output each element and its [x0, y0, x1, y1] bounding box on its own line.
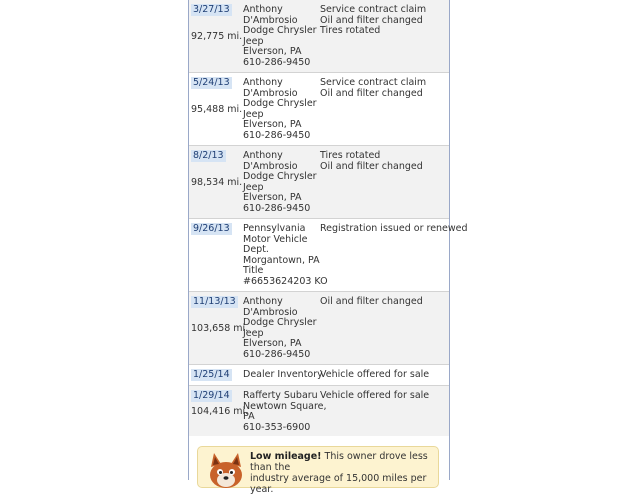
history-date: 5/24/13: [193, 77, 230, 88]
history-comment-line: Vehicle offered for sale: [320, 369, 430, 380]
history-source-line: Elverson, PA: [243, 192, 302, 203]
low-mileage-callout: [197, 446, 439, 495]
history-rows: [189, 0, 468, 459]
history-source-line: Anthony: [243, 4, 283, 15]
history-row: [189, 146, 449, 219]
history-source-line: D'Ambrosio: [243, 14, 298, 26]
history-comments: [320, 391, 448, 402]
history-source-line: Anthony: [243, 296, 283, 307]
history-row: [189, 73, 449, 146]
history-mileage: 104,416 mi.: [191, 406, 249, 417]
history-comments: [320, 5, 448, 37]
history-source-line: Newtown Square,: [243, 400, 327, 412]
history-comment-line: Service contract claim: [320, 4, 427, 15]
history-comment-line: Tires rotated: [320, 25, 381, 36]
history-comments: [320, 370, 448, 381]
callout-area: [189, 436, 449, 495]
history-source: [243, 297, 317, 360]
history-source-line: 610-286-9450: [243, 348, 311, 360]
history-source-line: Rafferty Subaru: [243, 390, 318, 401]
history-mileage: 92,775 mi.: [191, 31, 243, 42]
history-comments: [320, 78, 448, 99]
history-comments: [320, 223, 468, 235]
history-source-line: Dealer Inventory: [243, 369, 323, 380]
history-source-line: Dodge Chrysler: [243, 171, 317, 182]
history-source-line: Jeep: [243, 35, 264, 47]
history-source-line: Dept.: [243, 244, 269, 255]
history-source-line: Dodge Chrysler: [243, 25, 317, 36]
callout-title: Low mileage!: [250, 451, 322, 462]
history-source-line: D'Ambrosio: [243, 160, 298, 172]
history-source-line: Morgantown, PA: [243, 254, 320, 266]
history-row: [189, 365, 449, 386]
history-comment-line: Registration issued or renewed: [320, 223, 468, 234]
history-source: [243, 151, 317, 214]
history-comments: [320, 297, 448, 308]
vehicle-history-panel: [188, 0, 468, 495]
callout-body-second: industry average of 15,000 miles per year.: [250, 473, 427, 495]
callout-text: [250, 451, 438, 495]
history-source-line: Motor Vehicle: [243, 233, 308, 245]
history-mileage: 103,658 mi.: [191, 323, 249, 334]
history-source-line: 610-286-9450: [243, 129, 311, 141]
history-source-line: Pennsylvania: [243, 223, 306, 234]
history-row: [189, 0, 449, 73]
history-source-line: Elverson, PA: [243, 119, 302, 130]
history-source-line: D'Ambrosio: [243, 306, 298, 318]
history-comment-line: Vehicle offered for sale: [320, 390, 430, 401]
history-mileage: 98,534 mi.: [191, 177, 243, 188]
history-row: [189, 386, 449, 438]
history-source: [243, 223, 328, 287]
history-comment-line: Oil and filter changed: [320, 14, 423, 26]
history-source-line: Jeep: [243, 108, 264, 120]
history-source: [243, 390, 327, 433]
history-source: [243, 5, 317, 68]
history-source-line: Elverson, PA: [243, 46, 302, 57]
history-source-line: 610-353-6900: [243, 421, 311, 433]
history-comment-line: Service contract claim: [320, 77, 427, 88]
history-source-line: 610-286-9450: [243, 202, 311, 214]
history-source: [243, 78, 317, 141]
history-source-line: Elverson, PA: [243, 338, 302, 349]
history-date: 11/13/13: [193, 296, 236, 307]
history-source-line: Title: [243, 265, 264, 276]
history-row: [189, 219, 468, 292]
history-source-line: Dodge Chrysler: [243, 98, 317, 109]
history-date: 8/2/13: [193, 150, 224, 161]
history-row: [189, 292, 449, 365]
history-comment-line: Oil and filter changed: [320, 87, 423, 99]
history-date: 1/25/14: [193, 369, 230, 380]
history-comments: [320, 151, 448, 172]
history-comment-line: Oil and filter changed: [320, 296, 423, 307]
history-date: 1/29/14: [193, 390, 230, 401]
history-source-line: #6653624203 KO: [243, 275, 328, 287]
fox-mascot-icon: [204, 449, 248, 491]
history-source-line: D'Ambrosio: [243, 87, 298, 99]
history-source-line: Dodge Chrysler: [243, 317, 317, 328]
callout-body-first: This owner drove less than the: [250, 451, 428, 473]
history-comment-line: Oil and filter changed: [320, 160, 423, 172]
history-source-line: 610-286-9450: [243, 56, 311, 68]
history-source-line: Jeep: [243, 181, 264, 193]
history-mileage: 95,488 mi.: [191, 104, 243, 115]
history-source-line: Jeep: [243, 327, 264, 339]
history-date: 9/26/13: [193, 223, 230, 234]
history-date: 3/27/13: [193, 4, 230, 15]
history-source-line: PA: [243, 411, 255, 422]
history-source: [243, 369, 323, 381]
history-source-line: Anthony: [243, 77, 283, 88]
history-comment-line: Tires rotated: [320, 150, 381, 161]
history-source-line: Anthony: [243, 150, 283, 161]
